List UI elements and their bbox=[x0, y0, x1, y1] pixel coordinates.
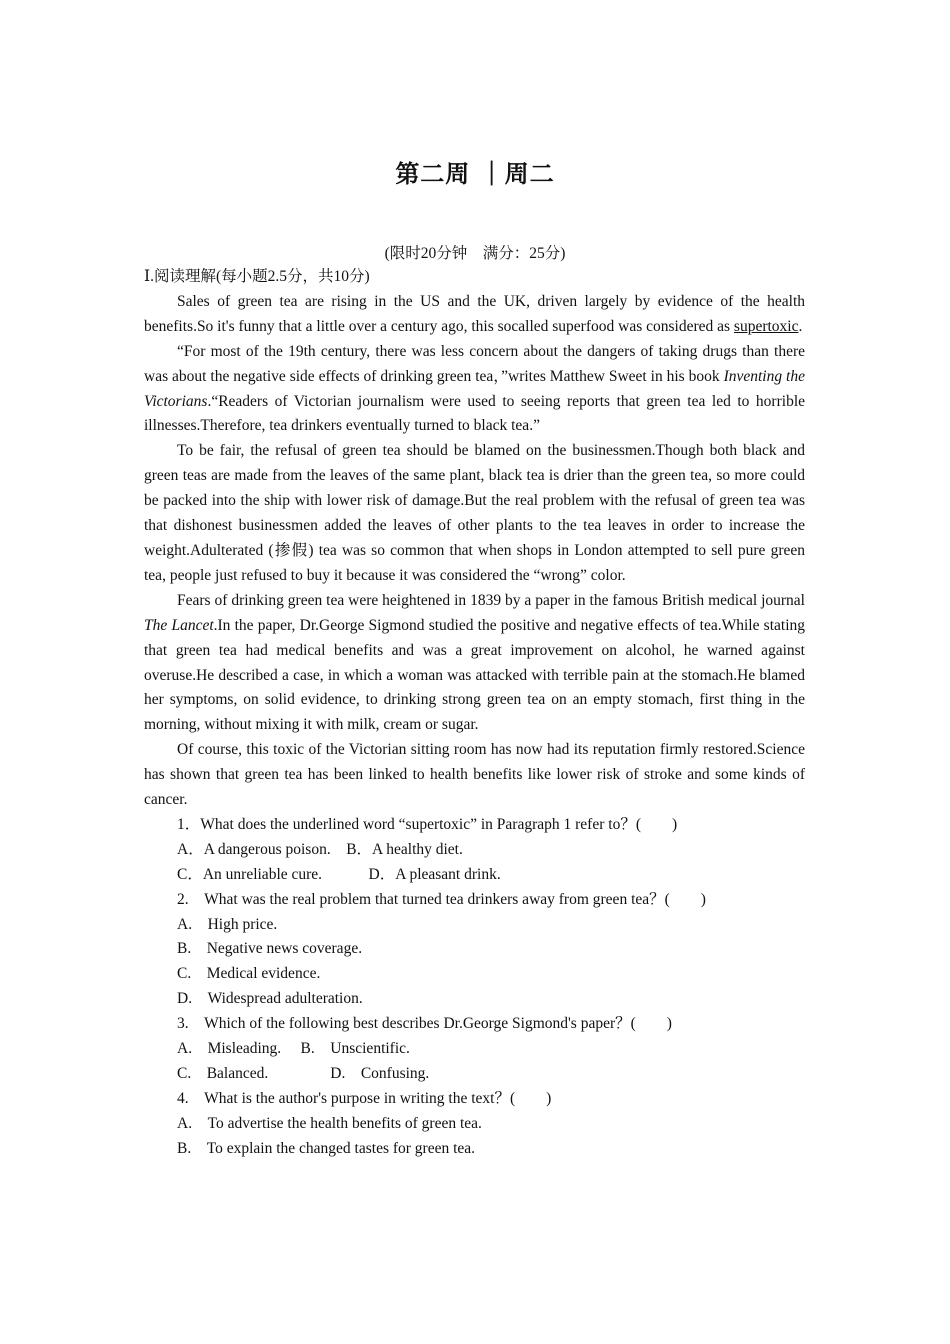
question-2: 2. What was the real problem that turned tea drinkers away from green tea？( ) bbox=[177, 890, 706, 908]
question-2-option-b: B. Negative news coverage. bbox=[177, 940, 363, 958]
question-4: 4. What is the author's purpose in writing the text？( ) bbox=[177, 1089, 552, 1107]
question-1: 1．What does the underlined word “supertoxic” in Paragraph 1 refer to？( ) bbox=[177, 815, 678, 833]
question-1-options-cd: C．An unreliable cure. D．A pleasant drink. bbox=[177, 865, 501, 883]
paragraph-3: To be fair, the refusal of green tea should be blamed on the businessmen.Though both black and green teas are made from the leaves of the same plant, black tea is drier than the green tea, so more could be packed into the ship with lower risk of damage.But the real problem with the refusal of green tea was that dishonest businessmen added the leaves of other plants to the tea leaves in order to increase the weight.Adulterated (掺假) tea was so common that when shops in London attempted to sell pure green tea, people just refused to buy it because it was considered the “wrong” color. bbox=[144, 442, 805, 584]
question-3-options-cd: C. Balanced. D. Confusing. bbox=[177, 1065, 430, 1082]
time-limit-note: (限时20分钟 满分：25分) bbox=[384, 245, 566, 262]
underlined-word: supertoxic bbox=[733, 317, 799, 335]
paragraph-5: Of course, this toxic of the Victorian sitting room has now had its reputation firmly restored.Science has shown that green tea has been linked to health benefits like lower risk of stroke and some kinds of cancer. bbox=[144, 741, 805, 809]
question-2-option-c: C. Medical evidence. bbox=[177, 965, 321, 983]
question-4-option-b: B. To explain the changed tastes for green tea. bbox=[177, 1139, 476, 1157]
paragraph-2-text: “For most of the 19th century, there was less concern about the dangers of taking drugs than there was about the negative side effects of drinking green tea，”writes Matthew Sweet in his book bbox=[144, 342, 805, 385]
question-3-options-ab: A. Misleading. B. Unscientific. bbox=[177, 1040, 410, 1058]
question-4-option-a: A. To advertise the health benefits of green tea. bbox=[177, 1114, 482, 1132]
question-2-option-a: A. High price. bbox=[177, 915, 278, 933]
question-3: 3. Which of the following best describes Dr.George Sigmond's paper？( ) bbox=[177, 1015, 672, 1033]
paragraph-1-text: Sales of green tea are rising in the US and the UK, driven largely by evidence of the health benefits.So it's funny that a little over a century ago, this socalled superfood was considered as bbox=[144, 292, 805, 335]
paragraph-4-end: .In the paper, Dr.George Sigmond studied the positive and negative effects of tea.While stating that green tea had medical benefits and was a great improvement on alcohol, he warned against overuse.He described a case, in which a woman was attacked with terrible pain at the stomach.He blamed her symptoms, on solid evidence, to drinking strong green tea on an empty stomach, first thing in the morning, without mixing it with milk, cream or sugar. bbox=[144, 616, 806, 734]
page-title: 第二周 ｜周二 bbox=[395, 160, 555, 188]
question-1-options-ab: A．A dangerous poison. B．A healthy diet. bbox=[177, 840, 463, 858]
paragraph-2 bbox=[144, 340, 805, 440]
paragraph-4-text: Fears of drinking green tea were heightened in 1839 by a paper in the famous British medical journal bbox=[177, 591, 805, 609]
paragraph-2-end: .“Readers of Victorian journalism were used to seeing reports that green tea led to horrible illnesses.Therefore, tea drinkers eventually turned to black tea.” bbox=[144, 392, 805, 435]
book-title: Inventing the Victorians bbox=[144, 367, 805, 410]
section-heading: Ⅰ.阅读理解(每小题2.5分，共10分) bbox=[144, 268, 370, 285]
paragraph-4 bbox=[144, 589, 805, 738]
paragraph-1 bbox=[144, 290, 805, 340]
content bbox=[144, 265, 805, 1162]
journal-title: The Lancet bbox=[144, 616, 214, 634]
paragraph-1-end: . bbox=[798, 317, 803, 335]
question-2-option-d: D. Widespread adulteration. bbox=[177, 990, 363, 1008]
